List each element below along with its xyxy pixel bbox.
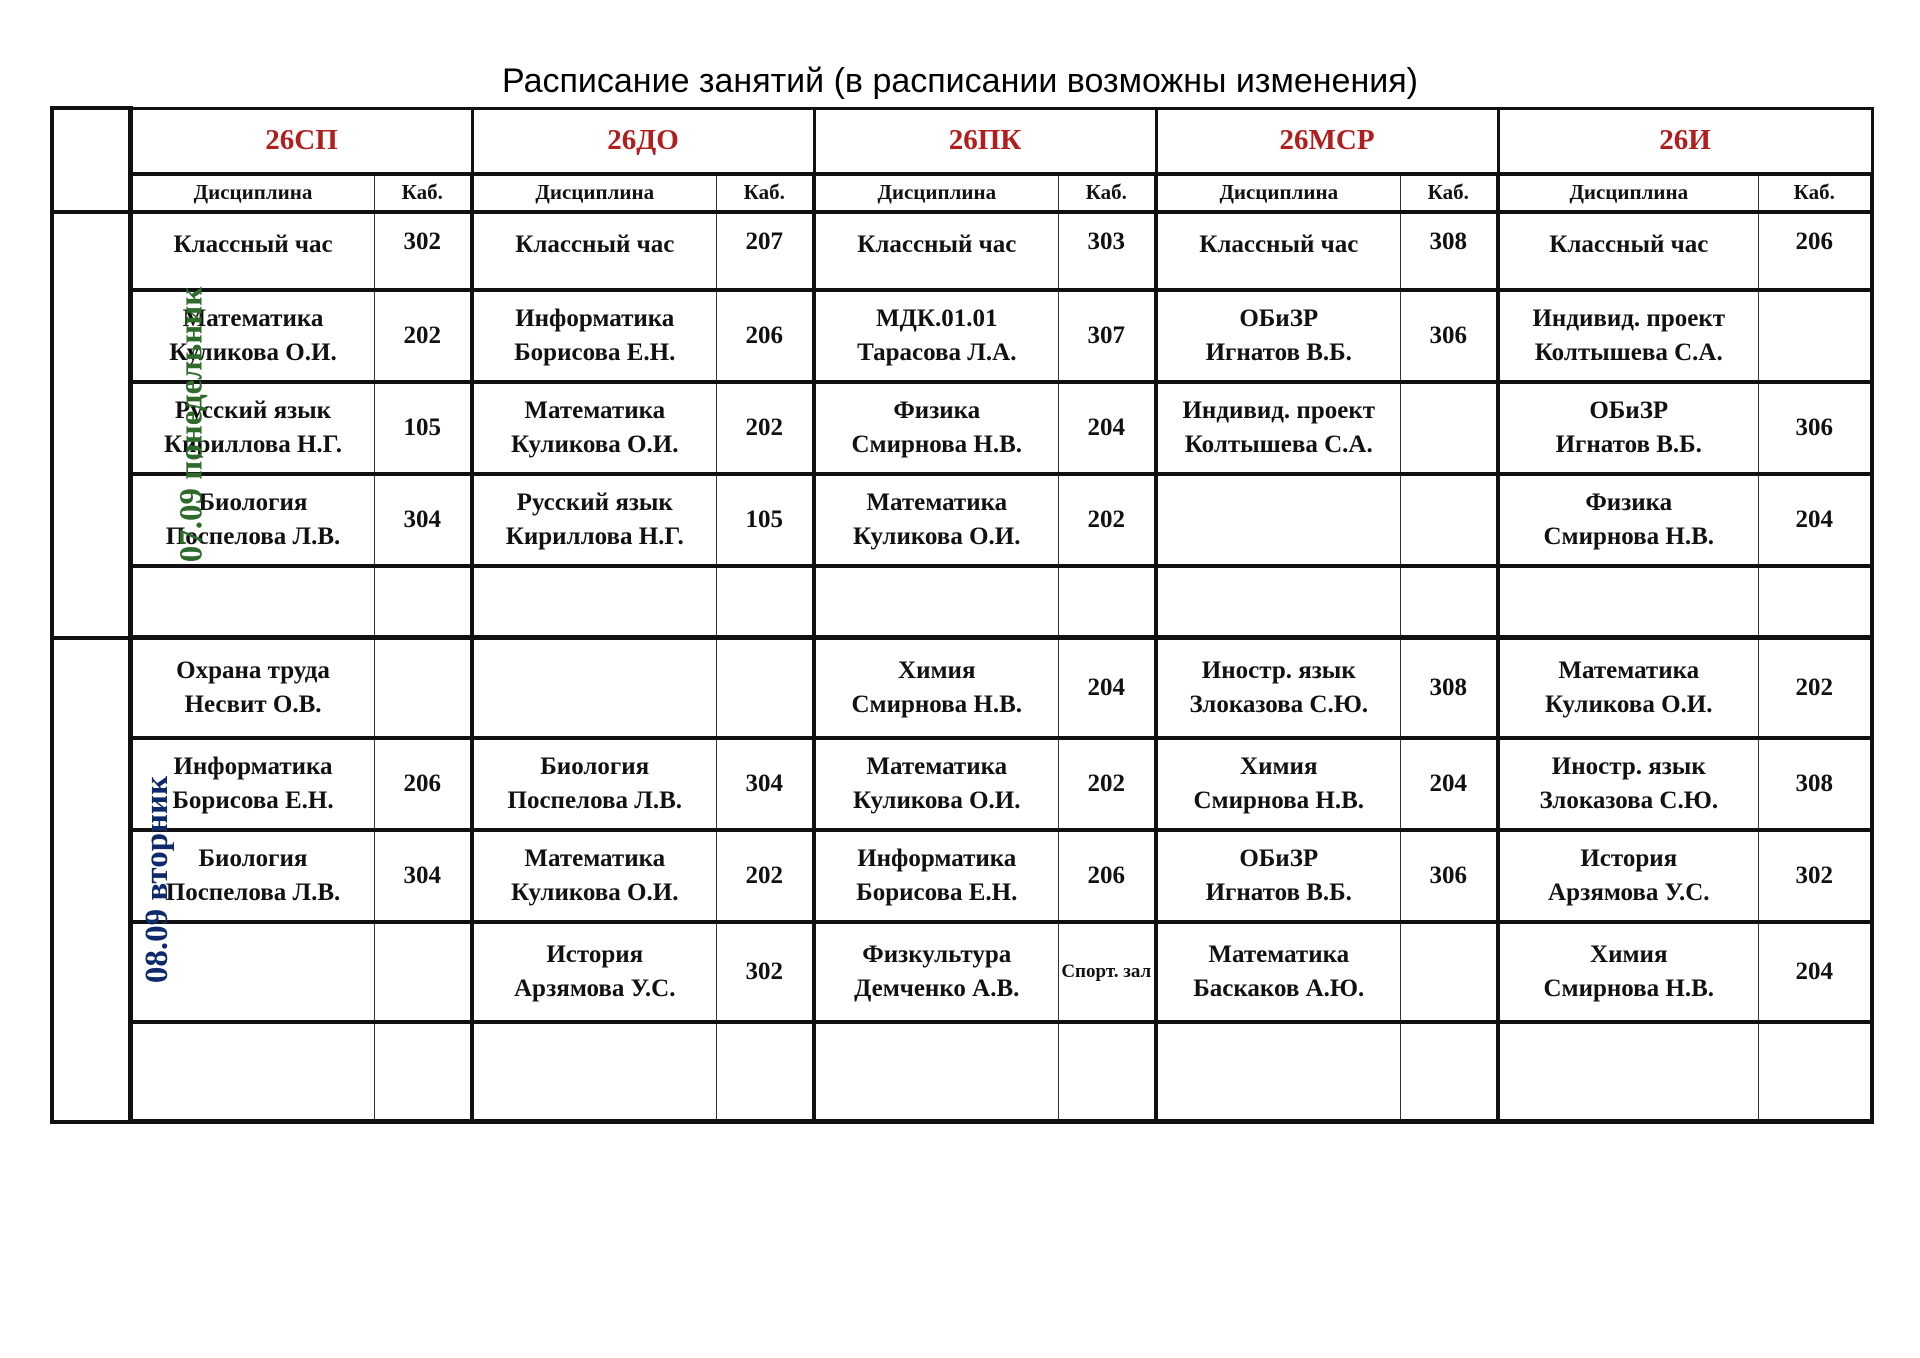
discipline-name: Математика [1558, 656, 1700, 684]
room-cell: 206 [1058, 830, 1156, 922]
room-cell: 202 [1758, 638, 1872, 738]
day-cell [52, 638, 176, 1122]
discipline-cell [472, 738, 716, 830]
lesson-row [52, 566, 1872, 638]
discipline-cell [1498, 738, 1758, 830]
lesson-row [52, 922, 1872, 1022]
discipline-name: Русский язык [516, 488, 673, 516]
discipline-cell [1156, 566, 1400, 638]
room-cell [1758, 566, 1872, 638]
discipline-name: Физика [893, 396, 981, 424]
day-cell [52, 212, 210, 638]
room-cell: 308 [1400, 212, 1498, 290]
discipline-cell [814, 474, 1058, 566]
discipline-cell [472, 922, 716, 1022]
discipline-cell [1156, 212, 1400, 290]
discipline-cell [814, 638, 1058, 738]
room-cell: 202 [716, 382, 814, 474]
teacher-name: Баскаков А.Ю. [1193, 974, 1365, 1002]
teacher-name: Поспелова Л.В. [507, 786, 682, 814]
discipline-cell [1156, 922, 1400, 1022]
corner-cell [52, 108, 130, 212]
room-cell: 304 [716, 738, 814, 830]
discipline-name: Информатика [515, 304, 675, 332]
teacher-name: Поспелова Л.В. [165, 522, 341, 550]
discipline-header: Дисциплина [1498, 174, 1758, 212]
discipline-cell [130, 212, 374, 290]
discipline-name: Информатика [173, 752, 333, 780]
room-cell: 306 [1758, 382, 1872, 474]
teacher-name: Куликова О.И. [853, 786, 1021, 814]
lesson-row [52, 382, 1872, 474]
schedule-body [52, 212, 1872, 1122]
discipline-header: Дисциплина [814, 174, 1058, 212]
discipline-cell [1498, 474, 1758, 566]
discipline-cell [472, 212, 716, 290]
discipline-name: Химия [1590, 940, 1668, 968]
room-header: Каб. [374, 174, 472, 212]
room-cell [374, 566, 472, 638]
room-cell [1400, 474, 1498, 566]
discipline-cell [1498, 382, 1758, 474]
teacher-name: Смирнова Н.В. [1193, 786, 1365, 814]
room-cell: 206 [716, 290, 814, 382]
discipline-cell [814, 922, 1058, 1022]
room-cell [374, 922, 472, 1022]
discipline-header: Дисциплина [130, 174, 374, 212]
room-cell [1400, 1022, 1498, 1122]
teacher-name: Колтышева С.А. [1534, 338, 1723, 366]
discipline-name: МДК.01.01 [876, 304, 998, 332]
discipline-cell [1156, 382, 1400, 474]
discipline-name: Биология [198, 844, 308, 872]
discipline-cell [1156, 474, 1400, 566]
room-cell [1400, 566, 1498, 638]
discipline-cell [130, 638, 374, 738]
teacher-name: Несвит О.В. [184, 690, 322, 718]
teacher-name: Кириллова Н.Г. [505, 522, 684, 550]
room-cell: 307 [1058, 290, 1156, 382]
discipline-cell [472, 566, 716, 638]
discipline-cell [472, 1022, 716, 1122]
discipline-name: Индивид. проект [1532, 304, 1726, 332]
room-cell: 206 [1758, 212, 1872, 290]
discipline-cell [814, 738, 1058, 830]
group-header: 26И [1498, 108, 1872, 174]
discipline-cell [814, 1022, 1058, 1122]
room-cell: 302 [374, 212, 472, 290]
room-cell: 303 [1058, 212, 1156, 290]
room-cell [1758, 290, 1872, 382]
room-cell: 204 [1058, 638, 1156, 738]
discipline-name: Классный час [1199, 230, 1359, 258]
teacher-name: Игнатов В.Б. [1555, 430, 1702, 458]
discipline-cell [1498, 212, 1758, 290]
teacher-name: Игнатов В.Б. [1205, 338, 1352, 366]
discipline-name: Математика [866, 488, 1008, 516]
lesson-row [52, 638, 1872, 738]
room-header: Каб. [716, 174, 814, 212]
discipline-name: Охрана труда [176, 656, 330, 684]
room-cell [1758, 1022, 1872, 1122]
discipline-cell [1156, 638, 1400, 738]
discipline-name: Классный час [173, 230, 333, 258]
group-header: 26ДО [472, 108, 814, 174]
discipline-cell [472, 382, 716, 474]
room-cell: 202 [1058, 474, 1156, 566]
discipline-cell [472, 638, 716, 738]
room-cell [1400, 922, 1498, 1022]
lesson-row [52, 830, 1872, 922]
discipline-cell [472, 830, 716, 922]
discipline-name: Химия [898, 656, 976, 684]
teacher-name: Борисова Е.Н. [514, 338, 676, 366]
group-header: 26ПК [814, 108, 1156, 174]
group-header-row [52, 108, 1872, 174]
discipline-name: Математика [866, 752, 1008, 780]
room-cell [1058, 566, 1156, 638]
discipline-cell [814, 212, 1058, 290]
group-header: 26МСР [1156, 108, 1498, 174]
discipline-name: ОБиЗР [1589, 396, 1669, 424]
teacher-name: Арзямова У.С. [514, 974, 676, 1002]
discipline-name: Русский язык [174, 396, 332, 424]
room-cell: 302 [716, 922, 814, 1022]
teacher-name: Смирнова Н.В. [1543, 522, 1715, 550]
page-title: Расписание занятий (в расписании возможны изменения) [502, 62, 1418, 100]
room-cell: 202 [1058, 738, 1156, 830]
room-cell: 308 [1400, 638, 1498, 738]
teacher-name: Борисова Е.Н. [856, 878, 1018, 906]
column-header-row [52, 174, 1872, 212]
lesson-row [52, 212, 1872, 290]
room-cell: 308 [1758, 738, 1872, 830]
room-cell: 105 [374, 382, 472, 474]
discipline-name: Биология [198, 488, 308, 516]
discipline-name: История [1580, 844, 1678, 872]
lesson-row [52, 474, 1872, 566]
teacher-name: Арзямова У.С. [1548, 878, 1710, 906]
teacher-name: Борисова Е.Н. [172, 786, 334, 814]
lesson-row [52, 1022, 1872, 1122]
lesson-row [52, 738, 1872, 830]
teacher-name: Кириллова Н.Г. [163, 430, 343, 458]
teacher-name: Колтышева С.А. [1184, 430, 1373, 458]
room-cell: 304 [374, 830, 472, 922]
teacher-name: Игнатов В.Б. [1205, 878, 1352, 906]
room-cell: 304 [374, 474, 472, 566]
room-cell [716, 638, 814, 738]
room-cell: 204 [1058, 382, 1156, 474]
discipline-name: Иностр. язык [1551, 752, 1706, 780]
discipline-cell [1156, 830, 1400, 922]
discipline-name: ОБиЗР [1239, 844, 1319, 872]
teacher-name: Куликова О.И. [853, 522, 1021, 550]
schedule-table [50, 106, 1874, 1124]
discipline-cell [814, 566, 1058, 638]
teacher-name: Смирнова Н.В. [851, 690, 1023, 718]
room-cell: 204 [1400, 738, 1498, 830]
teacher-name: Демченко А.В. [854, 974, 1020, 1002]
discipline-cell [1498, 1022, 1758, 1122]
discipline-name: Математика [524, 396, 666, 424]
discipline-name: Классный час [515, 230, 675, 258]
teacher-name: Куликова О.И. [511, 878, 679, 906]
discipline-name: Информатика [857, 844, 1017, 872]
discipline-header: Дисциплина [1156, 174, 1400, 212]
group-header: 26СП [130, 108, 472, 174]
room-cell: 206 [374, 738, 472, 830]
discipline-name: Математика [524, 844, 666, 872]
room-cell: Спорт. зал [1058, 922, 1156, 1022]
discipline-name: Индивид. проект [1182, 396, 1376, 424]
discipline-cell [1156, 738, 1400, 830]
discipline-header: Дисциплина [472, 174, 716, 212]
discipline-cell [1498, 638, 1758, 738]
teacher-name: Тарасова Л.А. [857, 338, 1017, 366]
discipline-name: Классный час [857, 230, 1017, 258]
discipline-name: Иностр. язык [1201, 656, 1356, 684]
discipline-cell [130, 290, 374, 382]
discipline-cell [1498, 290, 1758, 382]
room-cell: 202 [716, 830, 814, 922]
teacher-name: Поспелова Л.В. [165, 878, 341, 906]
discipline-cell [1498, 566, 1758, 638]
teacher-name: Смирнова Н.В. [851, 430, 1023, 458]
room-cell [1400, 382, 1498, 474]
room-header: Каб. [1058, 174, 1156, 212]
discipline-cell [1498, 922, 1758, 1022]
teacher-name: Куликова О.И. [1545, 690, 1713, 718]
discipline-name: Химия [1240, 752, 1318, 780]
discipline-name: ОБиЗР [1239, 304, 1319, 332]
teacher-name: Куликова О.И. [511, 430, 679, 458]
room-cell [716, 1022, 814, 1122]
teacher-name: Куликова О.И. [169, 338, 337, 366]
discipline-cell [814, 830, 1058, 922]
discipline-cell [1498, 830, 1758, 922]
discipline-name: История [546, 940, 644, 968]
discipline-cell [130, 1022, 374, 1122]
teacher-name: Злоказова С.Ю. [1189, 690, 1369, 718]
discipline-cell [472, 474, 716, 566]
room-cell [374, 638, 472, 738]
teacher-name: Злоказова С.Ю. [1539, 786, 1719, 814]
room-cell: 302 [1758, 830, 1872, 922]
discipline-name: Классный час [1549, 230, 1709, 258]
day-label: 08.09 вторник [139, 775, 176, 984]
discipline-name: Физика [1585, 488, 1673, 516]
discipline-name: Математика [182, 304, 324, 332]
room-cell [374, 1022, 472, 1122]
discipline-cell [130, 474, 374, 566]
room-cell: 105 [716, 474, 814, 566]
room-cell: 306 [1400, 830, 1498, 922]
discipline-name: Биология [540, 752, 650, 780]
discipline-name: Математика [1208, 940, 1350, 968]
lesson-row [52, 290, 1872, 382]
discipline-cell [814, 382, 1058, 474]
room-cell: 306 [1400, 290, 1498, 382]
day-label: 07.09 понедельник [173, 286, 210, 563]
discipline-cell [814, 290, 1058, 382]
room-cell: 204 [1758, 922, 1872, 1022]
discipline-cell [1156, 1022, 1400, 1122]
room-header: Каб. [1758, 174, 1872, 212]
discipline-cell [472, 290, 716, 382]
room-cell: 207 [716, 212, 814, 290]
teacher-name: Смирнова Н.В. [1543, 974, 1715, 1002]
discipline-name: Физкультура [862, 940, 1012, 968]
discipline-cell [1156, 290, 1400, 382]
room-cell: 204 [1758, 474, 1872, 566]
room-cell: 202 [374, 290, 472, 382]
discipline-cell [130, 382, 374, 474]
room-header: Каб. [1400, 174, 1498, 212]
room-cell [1058, 1022, 1156, 1122]
discipline-cell [130, 566, 374, 638]
room-cell [716, 566, 814, 638]
